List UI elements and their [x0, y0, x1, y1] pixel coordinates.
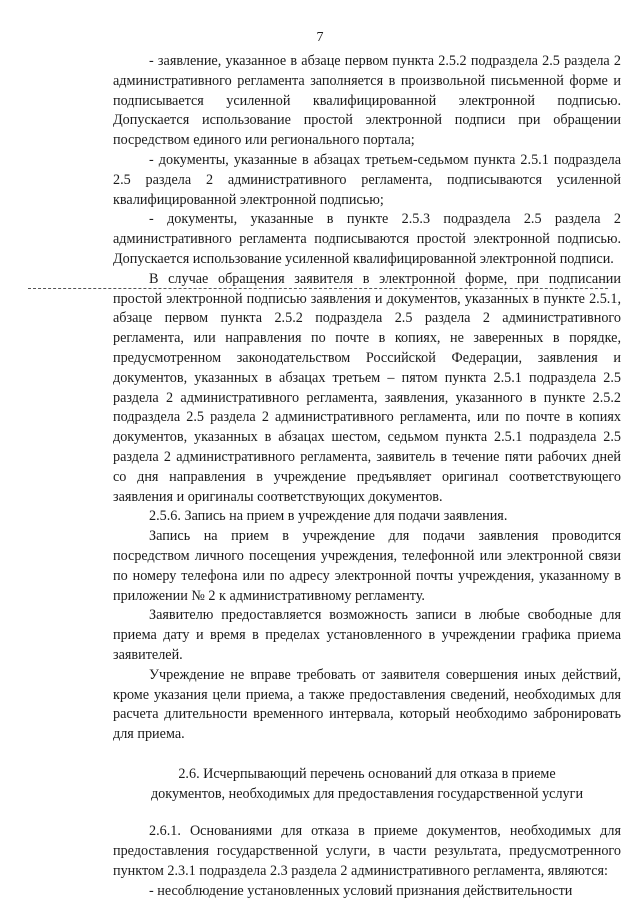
- section-heading: [113, 765, 621, 805]
- section-heading-line: 2.6. Исчерпывающий перечень оснований для отказа в приеме: [178, 765, 556, 782]
- page-number: 7: [316, 30, 324, 45]
- paragraph-item: 2.5.6. Запись на прием в учреждение для подачи заявления.: [149, 508, 508, 525]
- paragraph-item: В случае обращения заявителя в электронной форме, при подписании простой электронной подписью заявления и документов, указанных в пункте 2.5.1, абзаце первом пункта 2.5.2 подраздела 2.5 раздела 2 административного регламента, или направления по почте в копиях, не заверенных в порядке, предусмотренном законодательством Российской Федерации, заявления и документов, указанных в абзацах третьем – пятом пункта 2.5.1 подраздела 2.5 раздела 2 административного регламента, заявления, указанного в пункте 2.5.2 подраздела 2.5 раздела 2 административного регламента, или по почте в копиях документов, указанных в абзацах шестом, седьмом пункта 2.5.1 подраздела 2.5 раздела 2 административного регламента, заявитель в течение пяти рабочих дней со дня направления в учреждение предъявляет оригинал соответствующего заявления и оригиналы соответствующих документов.: [113, 270, 621, 505]
- paragraph-item: Учреждение не вправе требовать от заявителя совершения иных действий, кроме указания цели приема, а также предоставления сведений, необходимых для расчета длительности временного интервала, который необходимо забронировать для приема.: [113, 666, 621, 743]
- paragraph-item: - заявление, указанное в абзаце первом пункта 2.5.2 подраздела 2.5 раздела 2 административного регламента заполняется в произвольной письменной форме и подписывается усиленной квалифицированной электронной подписью. Допускается использование простой электронной подписи при обращении посредством единого или регионального портала;: [113, 53, 621, 149]
- document-body: [113, 52, 621, 902]
- paragraph-item: - несоблюдение установленных условий признания действительности: [149, 882, 573, 899]
- paragraph-item: - документы, указанные в абзацах третьем-седьмом пункта 2.5.1 подраздела 2.5 раздела 2 административного регламента, подписываются усиленной квалифицированной электронной подписью;: [113, 151, 621, 208]
- paragraph-item: - документы, указанные в пункте 2.5.3 подраздела 2.5 раздела 2 административного регламента подписываются простой электронной подписью. Допускается использование усиленной квалифицированной электронной подписи.: [113, 211, 621, 267]
- paragraph-item: Заявителю предоставляется возможность записи в любые свободные для приема дату и время в пределах установленного в учреждении графика приема заявителей.: [113, 607, 621, 663]
- paragraph-item: 2.6.1. Основаниями для отказа в приеме документов, необходимых для предоставления государственной услуги, в части результата, предусмотренного пунктом 2.3.1 подраздела 2.3 раздела 2 административного регламента, являются:: [113, 823, 621, 880]
- section-heading-line: документов, необходимых для предоставления государственной услуги: [150, 785, 584, 802]
- paragraph-item: Запись на прием в учреждение для подачи заявления проводится посредством личного посещения учреждения, телефонной или электронной связи по номеру телефона или по адресу электронной почты учреждения, указанному в приложении № 2 к административному регламенту.: [113, 528, 621, 604]
